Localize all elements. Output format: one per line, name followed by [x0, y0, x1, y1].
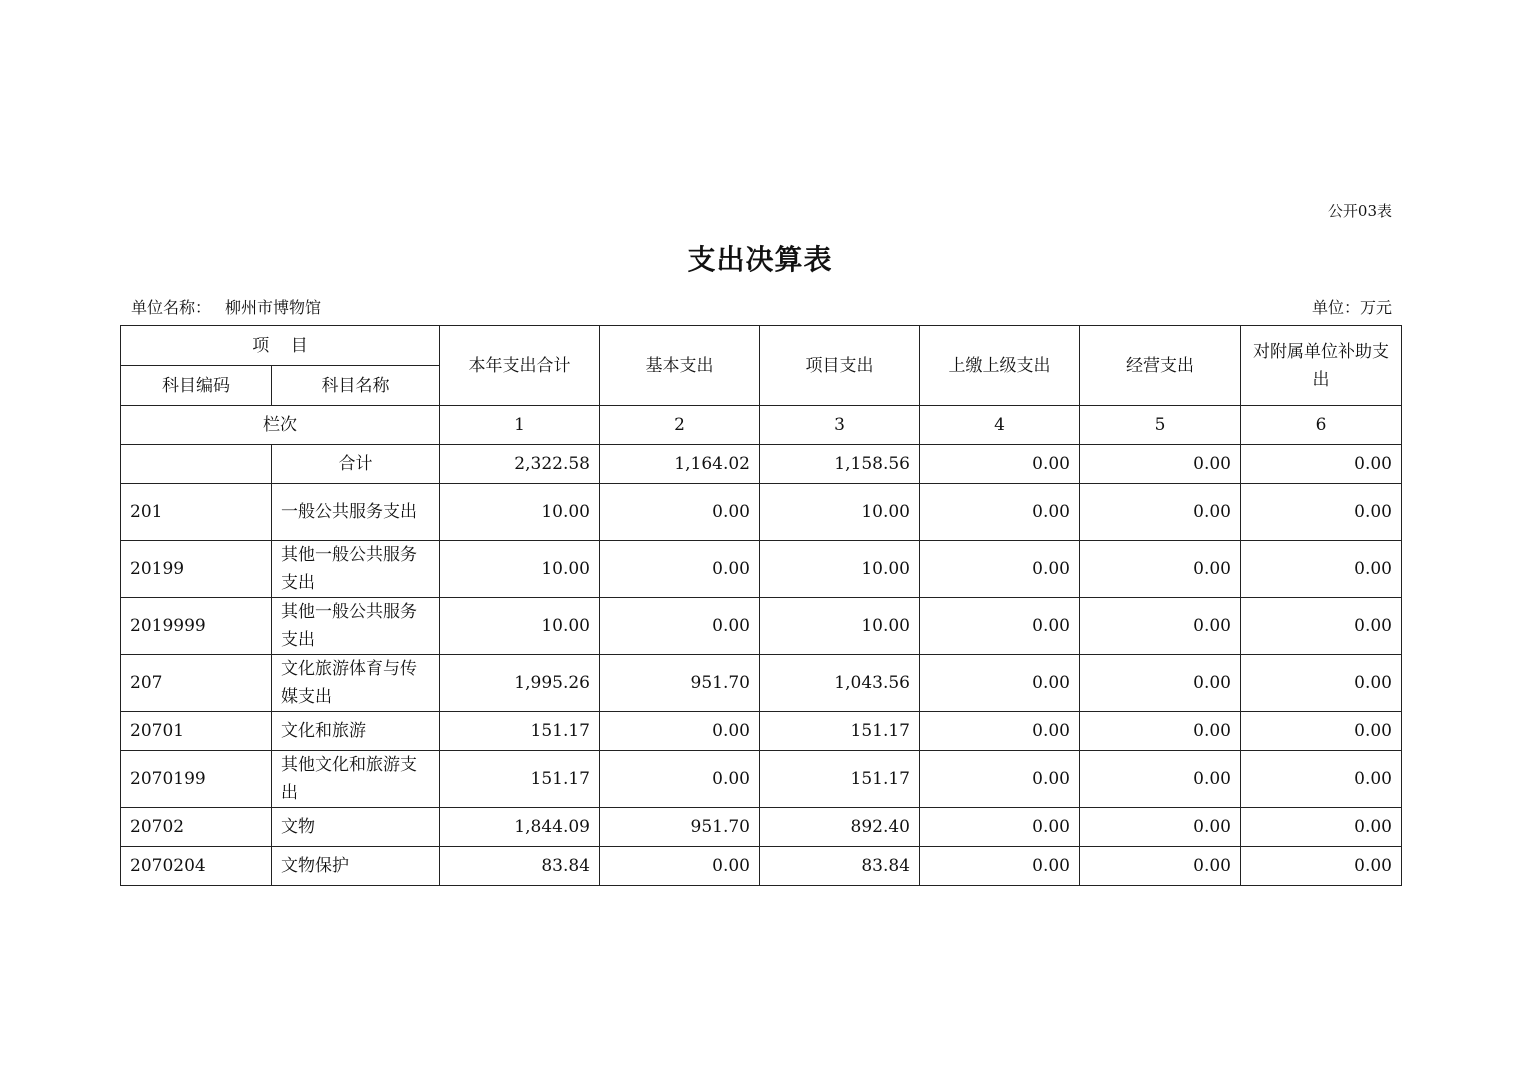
amount-cell: 0.00 — [1080, 808, 1241, 847]
amount-cell: 0.00 — [920, 445, 1080, 484]
amount-cell: 0.00 — [600, 847, 760, 886]
amount-cell: 0.00 — [920, 655, 1080, 712]
amount-cell: 0.00 — [1241, 598, 1402, 655]
amount-cell: 1,043.56 — [760, 655, 920, 712]
amount-cell: 10.00 — [440, 541, 600, 598]
subject-code: 20199 — [121, 541, 272, 598]
amount-cell: 0.00 — [920, 808, 1080, 847]
subject-code: 2019999 — [121, 598, 272, 655]
amount-cell: 151.17 — [440, 751, 600, 808]
page-title: 支出决算表 — [687, 243, 833, 276]
amount-cell: 0.00 — [920, 541, 1080, 598]
amount-cell: 0.00 — [1080, 484, 1241, 541]
col-header-remit-upper: 上缴上级支出 — [920, 326, 1080, 406]
amount-cell: 0.00 — [1080, 712, 1241, 751]
subject-code: 207 — [121, 655, 272, 712]
amount-cell: 0.00 — [600, 751, 760, 808]
item-group-header — [121, 326, 440, 366]
subject-code — [121, 445, 272, 484]
amount-cell: 0.00 — [1241, 484, 1402, 541]
amount-cell: 0.00 — [1080, 541, 1241, 598]
subject-name: 其他一般公共服务支出 — [272, 598, 440, 655]
subject-name: 文化旅游体育与传媒支出 — [272, 655, 440, 712]
index-value: 5 — [1080, 406, 1241, 445]
table-row — [121, 712, 1402, 751]
subject-name: 合计 — [272, 445, 440, 484]
amount-cell: 0.00 — [600, 712, 760, 751]
amount-cell: 0.00 — [1080, 751, 1241, 808]
index-value: 6 — [1241, 406, 1402, 445]
index-label: 栏次 — [121, 406, 440, 445]
subject-name: 其他一般公共服务支出 — [272, 541, 440, 598]
amount-cell: 151.17 — [760, 712, 920, 751]
item-group-label: 项 目 — [252, 335, 308, 356]
header-row-1 — [121, 326, 1402, 366]
amount-cell: 0.00 — [600, 541, 760, 598]
amount-cell: 0.00 — [920, 847, 1080, 886]
col-header-project: 项目支出 — [760, 326, 920, 406]
amount-cell: 0.00 — [600, 598, 760, 655]
amount-cell: 83.84 — [760, 847, 920, 886]
amount-cell: 0.00 — [1241, 655, 1402, 712]
subject-name: 文物保护 — [272, 847, 440, 886]
unit-measure: 单位：万元 — [1311, 298, 1392, 317]
amount-cell: 0.00 — [1241, 751, 1402, 808]
amount-cell: 0.00 — [1080, 598, 1241, 655]
table-body — [121, 326, 1402, 886]
subject-name: 一般公共服务支出 — [272, 484, 440, 541]
index-value: 3 — [760, 406, 920, 445]
amount-cell: 0.00 — [1241, 541, 1402, 598]
form-code: 公开03表 — [1327, 202, 1392, 220]
table-row-total — [121, 445, 1402, 484]
amount-cell: 0.00 — [1080, 655, 1241, 712]
subject-code: 20702 — [121, 808, 272, 847]
amount-cell: 2,322.58 — [440, 445, 600, 484]
code-col-header: 科目编码 — [121, 366, 272, 406]
amount-cell: 1,844.09 — [440, 808, 600, 847]
amount-cell: 10.00 — [760, 484, 920, 541]
amount-cell: 83.84 — [440, 847, 600, 886]
amount-cell: 892.40 — [760, 808, 920, 847]
amount-cell: 0.00 — [920, 751, 1080, 808]
subject-name: 其他文化和旅游支出 — [272, 751, 440, 808]
table-row — [121, 598, 1402, 655]
amount-cell: 0.00 — [1241, 445, 1402, 484]
amount-cell: 151.17 — [440, 712, 600, 751]
subject-name: 文化和旅游 — [272, 712, 440, 751]
amount-cell: 10.00 — [440, 484, 600, 541]
table-row — [121, 808, 1402, 847]
amount-cell: 0.00 — [1080, 847, 1241, 886]
amount-cell: 10.00 — [440, 598, 600, 655]
subject-code: 20701 — [121, 712, 272, 751]
amount-cell: 1,164.02 — [600, 445, 760, 484]
amount-cell: 151.17 — [760, 751, 920, 808]
amount-cell: 0.00 — [600, 484, 760, 541]
amount-cell: 1,158.56 — [760, 445, 920, 484]
table-row — [121, 541, 1402, 598]
table-row — [121, 847, 1402, 886]
index-value: 4 — [920, 406, 1080, 445]
subject-code: 201 — [121, 484, 272, 541]
amount-cell: 0.00 — [920, 712, 1080, 751]
col-header-total: 本年支出合计 — [440, 326, 600, 406]
name-col-header: 科目名称 — [272, 366, 440, 406]
table-row — [121, 484, 1402, 541]
unit-name-value: 柳州市博物馆 — [225, 298, 322, 317]
amount-cell: 0.00 — [1241, 712, 1402, 751]
index-value: 2 — [600, 406, 760, 445]
expenditure-table — [120, 325, 1402, 886]
amount-cell: 951.70 — [600, 655, 760, 712]
index-row — [121, 406, 1402, 445]
amount-cell: 10.00 — [760, 598, 920, 655]
amount-cell: 951.70 — [600, 808, 760, 847]
subject-name: 文物 — [272, 808, 440, 847]
amount-cell: 0.00 — [920, 598, 1080, 655]
unit-name-line — [131, 295, 321, 318]
amount-cell: 1,995.26 — [440, 655, 600, 712]
table-row — [121, 751, 1402, 808]
amount-cell: 0.00 — [920, 484, 1080, 541]
amount-cell: 0.00 — [1080, 445, 1241, 484]
index-value: 1 — [440, 406, 600, 445]
subject-code: 2070204 — [121, 847, 272, 886]
amount-cell: 10.00 — [760, 541, 920, 598]
unit-name-label: 单位名称： — [131, 298, 212, 317]
amount-cell: 0.00 — [1241, 847, 1402, 886]
col-header-subsidy: 对附属单位补助支出 — [1241, 326, 1402, 406]
col-header-basic: 基本支出 — [600, 326, 760, 406]
table-row — [121, 655, 1402, 712]
col-header-operating: 经营支出 — [1080, 326, 1241, 406]
amount-cell: 0.00 — [1241, 808, 1402, 847]
subject-code: 2070199 — [121, 751, 272, 808]
